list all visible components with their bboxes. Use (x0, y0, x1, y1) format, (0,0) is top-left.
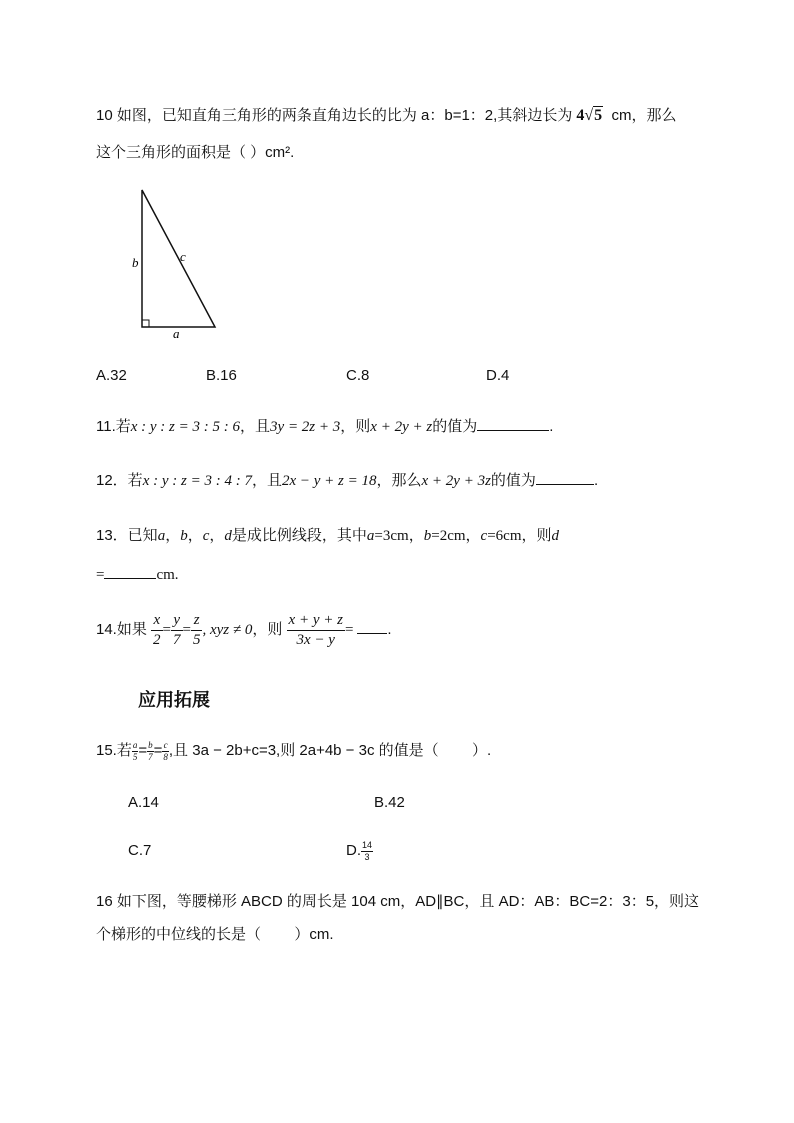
label-b: b (132, 255, 139, 270)
q15-option-d-fraction: $\frac{14}{3}$ (362, 839, 373, 862)
q14-line: 14.如果 $\frac{x}{2}$ = $\frac{y}{7}$ = $\frac{z}{5}$ , xyz ≠ 0，则 $\frac{x + y + z}{3x - y}$ = . (96, 611, 392, 648)
q12-ratio: x : y : z = 3 : 4 : 7 (142, 473, 252, 489)
q16-line2: 个梯形的中位线的长是（ ）cm. (96, 926, 334, 943)
q13-line1: 13．已知a，b，c，d是成比例线段，其中a=3cm，b=2cm，c=6cm，则d (96, 527, 560, 544)
q15-frac-b: $\frac{b}{7}$ (148, 739, 153, 762)
q13-line2: = cm. (96, 564, 179, 585)
q10-line2: 这个三角形的面积是（ ）cm². (96, 144, 295, 161)
q11-answer-blank[interactable] (477, 416, 549, 431)
triangle-shape (142, 190, 215, 327)
q14-frac-x: $\frac{x}{2}$ (153, 611, 161, 648)
q15-line: 15.若 $\frac{a}{5}$ = $\frac{b}{7}$ = $\frac{c}{8}$ ,且 3a − 2b+c=3,则 2a+4b − 3c 的值是（ ）. (96, 739, 492, 762)
q15-frac-a: $\frac{a}{5}$ (132, 739, 138, 762)
sqrt-symbol: √ (584, 107, 594, 124)
q15-option-c[interactable]: C.7 (128, 842, 152, 859)
q15-option-b[interactable]: B.42 (374, 794, 405, 811)
q14-answer-blank[interactable] (357, 619, 387, 634)
q14-big-fraction: $\frac{x + y + z}{3x - y}$ (288, 611, 343, 648)
q10-hyp-coef: 4 (576, 107, 585, 124)
q10-option-d[interactable]: D.4 (486, 367, 510, 384)
q12-answer-blank[interactable] (536, 470, 594, 485)
q16-line1: 16 如下图，等腰梯形 ABCD 的周长是 104 cm，AD∥BC，且 AD：AB：BC=2：3：5，则这 (96, 893, 700, 910)
q14-frac-y: $\frac{y}{7}$ (173, 611, 181, 648)
q15-text: ,且 3a − 2b+c=3,则 2a+4b − 3c 的值是（ ）. (168, 742, 492, 759)
q10-text: 10 如图，已知直角三角形的两条直角边长的比为 a：b=1：2,其斜边长为 (96, 107, 573, 124)
q10-option-c[interactable]: C.8 (346, 367, 370, 384)
label-a: a (173, 326, 180, 341)
q10-option-a[interactable]: A.32 (96, 367, 127, 384)
q15-option-a[interactable]: A.14 (128, 794, 159, 811)
label-c: c (180, 249, 186, 264)
q12-expression: x + 2y + 3z (421, 473, 491, 489)
q10-hyp-radicand: 5 (594, 107, 603, 124)
q10-text-end: cm，那么 (603, 107, 677, 124)
right-triangle-figure (125, 185, 235, 345)
q14-frac-z: $\frac{z}{5}$ (192, 611, 201, 648)
q10-option-b[interactable]: B.16 (206, 367, 237, 384)
right-angle-mark (142, 320, 149, 327)
section-title: 应用拓展 (138, 690, 210, 710)
q15-option-d[interactable]: D. $\frac{14}{3}$ (346, 839, 373, 862)
q10-line1 (96, 106, 676, 126)
q11-expression: x + 2y + z (370, 419, 433, 435)
q12-equation: 2x − y + z = 18 (281, 473, 377, 489)
q15-frac-c: $\frac{c}{8}$ (163, 739, 168, 762)
q12-line: 12．若x : y : z = 3 : 4 : 7，且2x − y + z = 18，那么x + 2y + 3z的值为 . (96, 472, 599, 489)
q11-ratio: x : y : z = 3 : 5 : 6 (130, 419, 241, 435)
q11-equation: 3y = 2z + 3 (270, 419, 341, 435)
q11-line: 11.若x : y : z = 3 : 5 : 6，且3y = 2z + 3，则x + 2y + z的值为 . (96, 418, 554, 435)
q13-answer-blank[interactable] (104, 564, 156, 579)
